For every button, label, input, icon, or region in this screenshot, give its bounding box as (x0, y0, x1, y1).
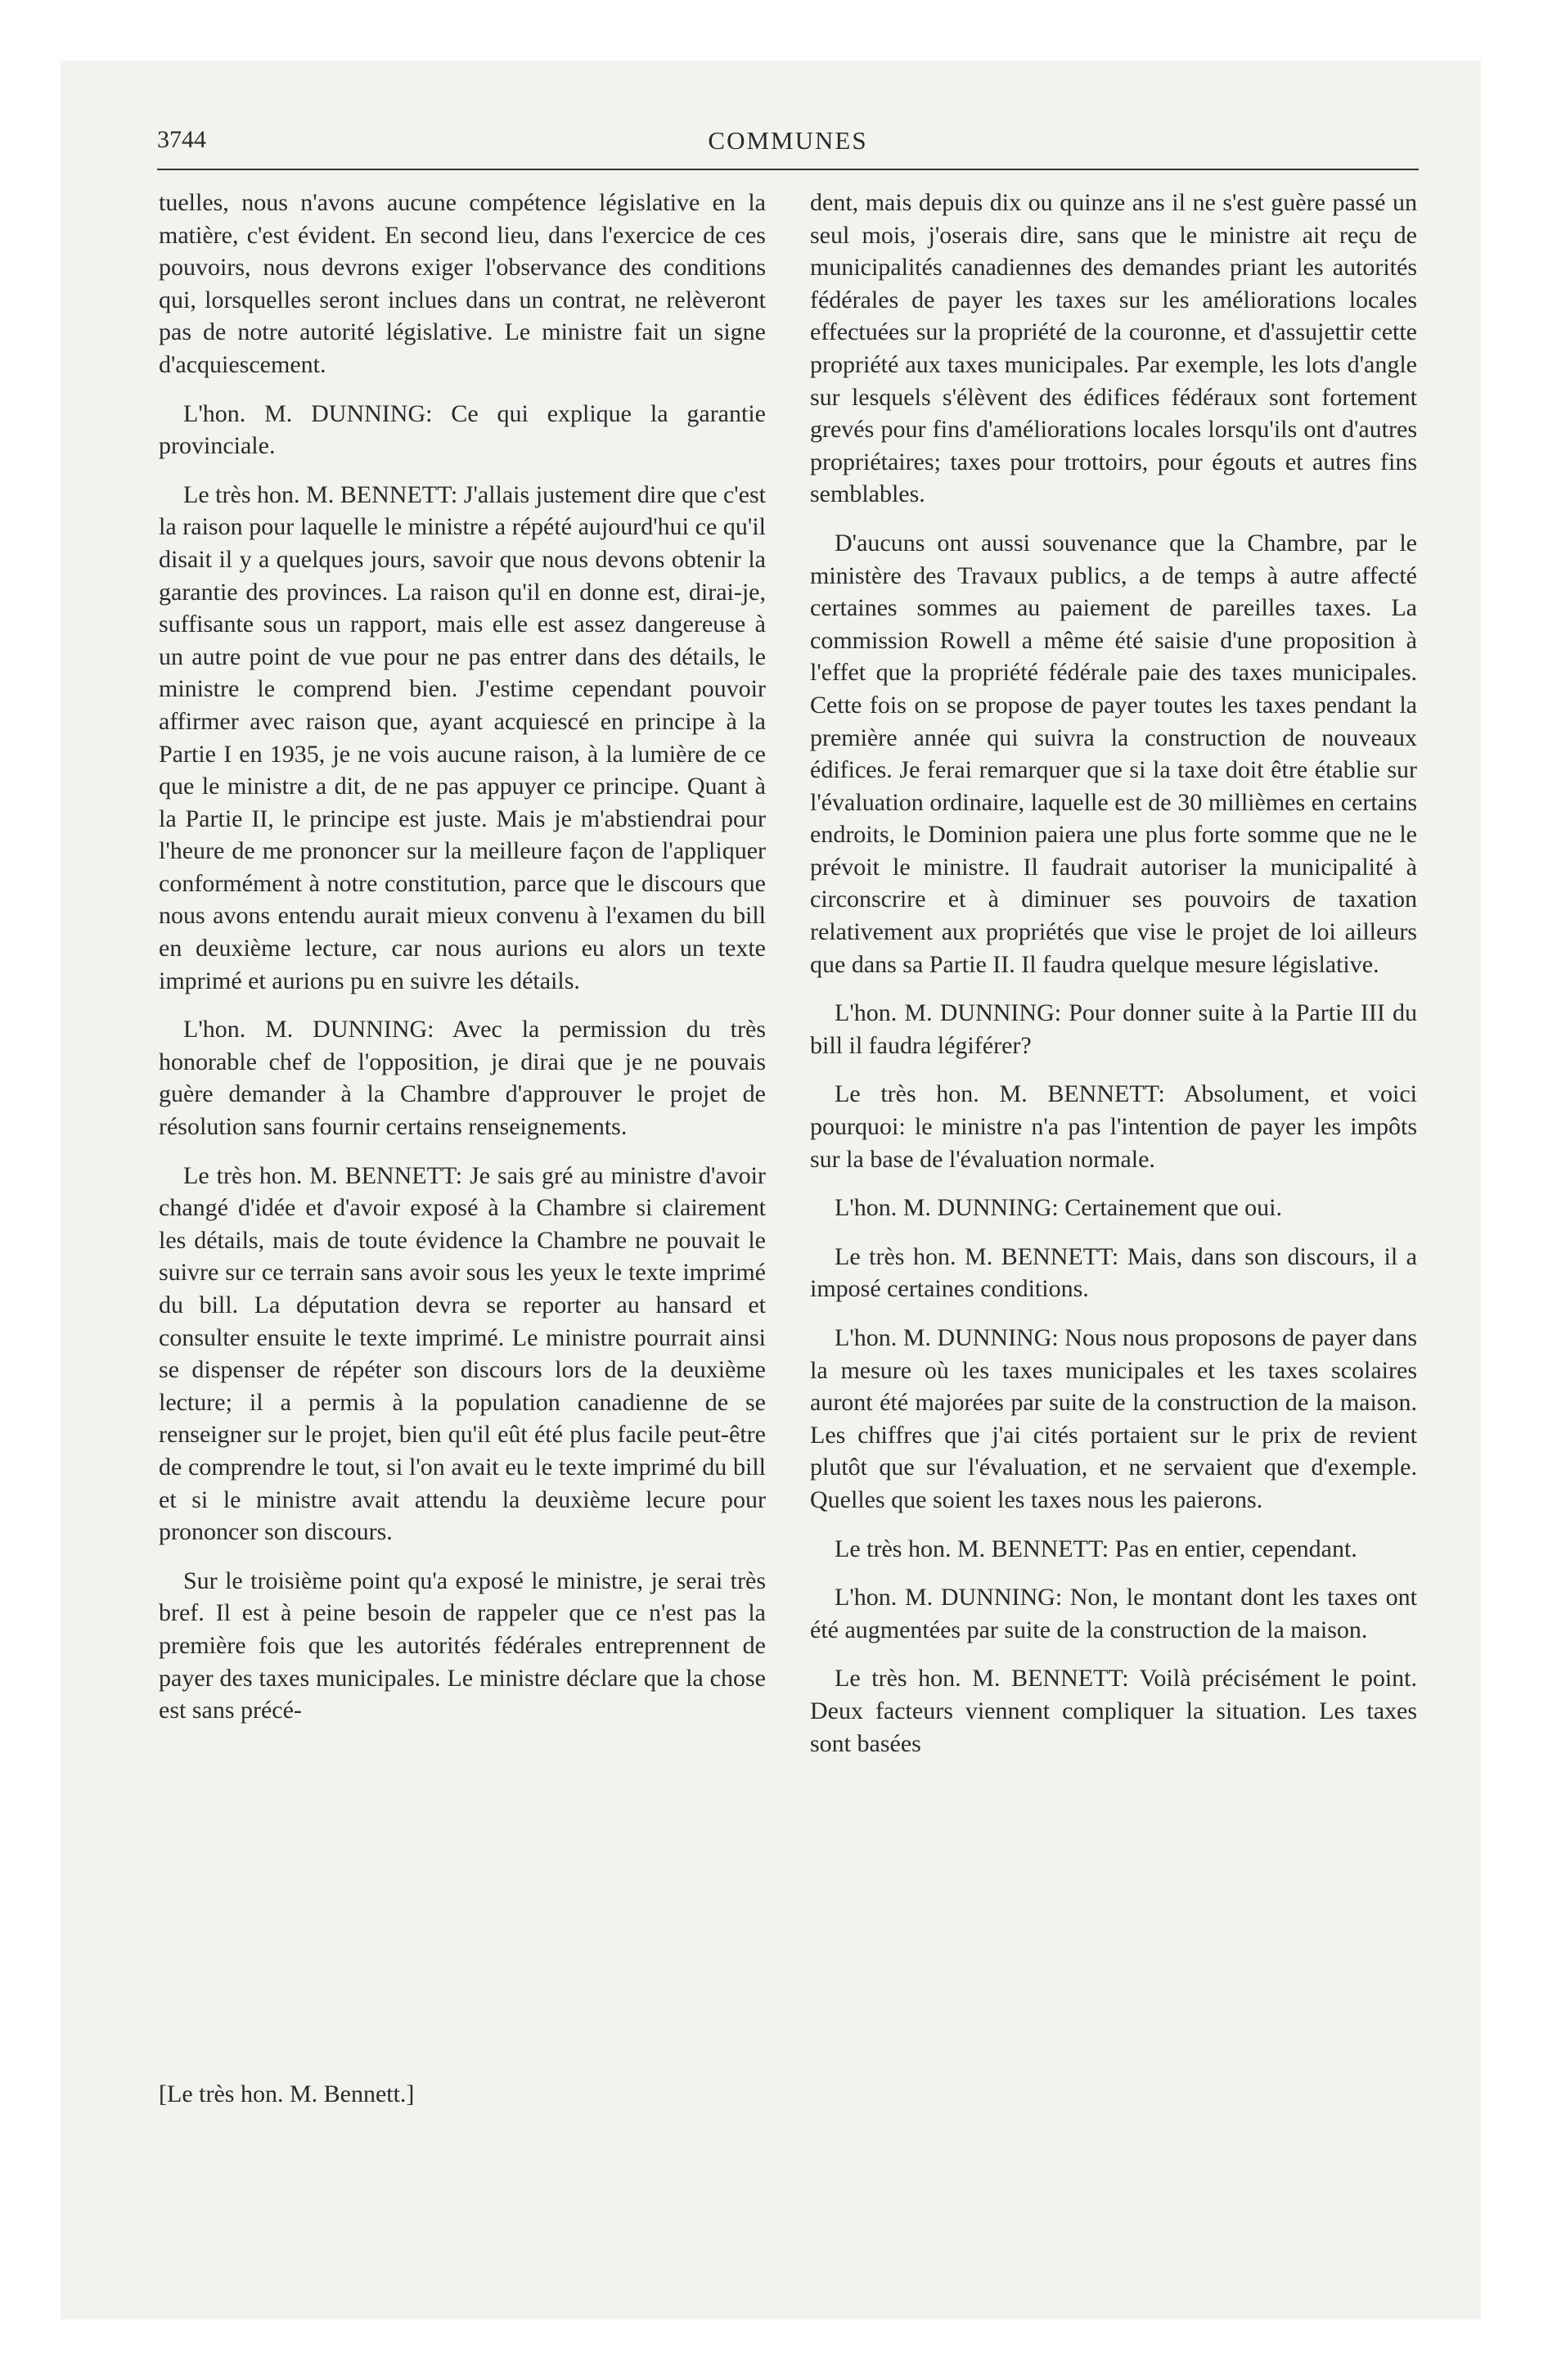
paragraph: L'hon. M. DUNNING: Nous nous proposons de payer dans la mesure où les taxes municipales et les taxes scolaires auront été majorées par suite de la construction de la maison. Les chiffres que j'ai cités portaient sur le prix de revient plutôt que sur l'évaluation, et ne servaient que d'exemple. Quelles que soient les taxes nous les paierons. (810, 1324, 1418, 1513)
paragraph: Le très hon. M. BENNETT: Mais, dans son discours, il a imposé certaines conditions. (810, 1242, 1417, 1303)
paragraph: Le très hon. M. BENNETT: Je sais gré au ministre d'avoir changé d'idée et d'avoir exposé à la Chambre si clairement les détails, mais de toute évidence la Chambre ne pouvait le suivre sur ce terrain sans avoir sous les yeux le texte imprimé du bill. La députation devra se reporter au hansard et consulter ensuite le texte imprimé. Le ministre pourrait ainsi se dispenser de répéter son discours lors de la deuxième lecture; il a permis à la population canadienne de se renseigner sur le projet, bien qu'il eût été plus facile peut-être de comprendre le tout, si l'on avait eu le texte imprimé du bill et si le ministre avait attendu la deuxième lecure pour prononcer son discours. (159, 1161, 766, 1546)
paragraph: Sur le troisième point qu'a exposé le ministre, je serai très bref. Il est à peine besoin de rappeler que ce n'est pas la première fois que les autorités fédérales entreprennent de payer des taxes municipales. Le ministre déclare que la chose est sans précé- (159, 1566, 766, 1724)
paragraph: Le très hon. M. BENNETT: Absolument, et voici pourquoi: le ministre n'a pas l'intention de payer les impôts sur la base de l'évaluation normale. (810, 1080, 1417, 1173)
page-number: 3744 (157, 126, 206, 153)
paragraph: D'aucuns ont aussi souvenance que la Chambre, par le ministère des Travaux publics, a de temps à autre affecté certaines sommes au paiement de pareilles taxes. La commission Rowell a même été saisie d'une proposition à l'effet que la propriété fédérale paie des taxes municipales. Cette fois on se propose de payer toutes les taxes pendant la première année qui suivra la construction de nouveaux édifices. Je ferai remarquer que si la taxe doit être établie sur l'évaluation ordinaire, laquelle est de 30 millièmes en certains endroits, le Dominion paiera une plus forte somme que ne le prévoit le ministre. Il faudrait autoriser la municipalité à circonscrire et à diminuer ses pouvoirs de taxation relativement aux propriétés que vise le projet de loi ailleurs que dans sa Partie II. Il faudra quelque mesure législative. (810, 529, 1417, 978)
paragraph: Le très hon. M. BENNETT: J'allais justement dire que c'est la raison pour laquelle le ministre a répété aujourd'hui ce qu'il disait il y a quelques jours, savoir que nous devons obtenir la garantie des provinces. La raison qu'il en donne est, dirai-je, suffisante sous un rapport, mais elle est assez dangereuse à un autre point de vue pour ne pas entrer dans des détails, le ministre le comprend bien. J'estime cependant pouvoir affirmer avec raison que, ayant acquiescé en principe à la Partie I en 1935, je ne vois aucune raison, à la lumière de ce que le ministre a dit, de ne pas appuyer ce principe. Quant à la Partie II, le principe est juste. Mais je m'abstiendrai pour l'heure de me prononcer sur la meilleure façon de l'appliquer conformément à notre constitution, parce que le discours que nous avons entendu aurait mieux convenu à l'examen du bill en deuxième lecture, car nous aurions eu alors un texte imprimé et aurions pu en suivre les détails. (159, 480, 766, 994)
running-title: COMMUNES (708, 126, 868, 155)
speaker-attribution: [Le très hon. M. Bennett.] (159, 2080, 415, 2107)
paragraph: L'hon. M. DUNNING: Non, le montant dont les taxes ont été augmentées par suite de la construction de la maison. (810, 1584, 1417, 1643)
left-column (159, 187, 766, 1743)
paragraph: L'hon. M. DUNNING: Ce qui explique la garantie provinciale. (159, 399, 766, 460)
right-column (810, 187, 1417, 1776)
paragraph: dent, mais depuis dix ou quinze ans il ne s'est guère passé un seul mois, j'oserais dire, sans que le ministre ait reçu de municipalités canadiennes des demandes priant les autorités fédérales de payer les taxes sur les améliorations locales effectuées sur la propriété de la couronne, et d'assujettir cette propriété aux taxes municipales. Par exemple, les lots d'angle sur lesquels s'élèvent des édifices fédéraux sont fortement grevés pour fins d'améliorations locales lorsqu'ils ont d'autres propriétaires; taxes pour trottoirs, pour égouts et autres fins semblables. (810, 189, 1417, 508)
paragraph: Le très hon. M. BENNETT: Voilà précisément le point. Deux facteurs viennent compliquer la situation. Les taxes sont basées (810, 1665, 1417, 1757)
paragraph: tuelles, nous n'avons aucune compétence législative en la matière, c'est évident. En second lieu, dans l'exercice de ces pouvoirs, nous devrons exiger l'observance des conditions qui, lorsquelles seront inclues dans un contrat, ne relèveront pas de notre autorité législative. Le ministre fait un signe d'acquiescement. (159, 189, 766, 378)
page-header (157, 119, 1419, 170)
paragraph: L'hon. M. DUNNING: Certainement que oui. (835, 1194, 1282, 1222)
paragraph: L'hon. M. DUNNING: Pour donner suite à la Partie III du bill il faudra légiférer? (810, 999, 1417, 1059)
paragraph: Le très hon. M. BENNETT: Pas en entier, cependant. (835, 1535, 1357, 1562)
paragraph: L'hon. M. DUNNING: Avec la permission du très honorable chef de l'opposition, je dirai que je ne pouvais guère demander à la Chambre d'approuver le projet de résolution sans fournir certains renseignements. (159, 1016, 766, 1141)
